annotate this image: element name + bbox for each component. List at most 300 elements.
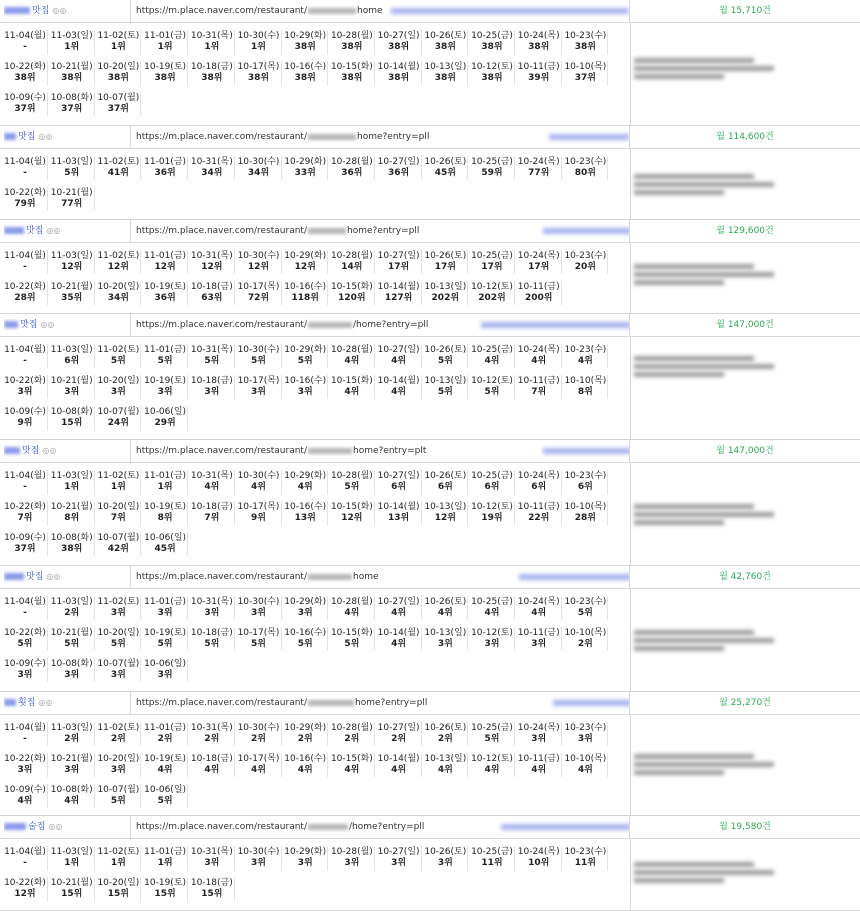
rank-value: 17위 bbox=[434, 262, 456, 272]
rank-date: 10-30(수) bbox=[237, 847, 280, 857]
rank-cell bbox=[190, 30, 235, 54]
rank-date: 10-08(화) bbox=[50, 407, 93, 417]
rank-cell bbox=[330, 61, 375, 85]
rank-value: 38위 bbox=[294, 73, 316, 83]
rank-value: 34위 bbox=[201, 168, 223, 178]
rank-date: 10-15(화) bbox=[330, 62, 373, 72]
rank-cell bbox=[143, 753, 188, 777]
rank-date: 11-02(토) bbox=[97, 157, 140, 167]
rank-date: 10-07(월) bbox=[97, 785, 140, 795]
rank-cell bbox=[377, 753, 422, 777]
rank-value: 2위 bbox=[204, 734, 220, 744]
link-icons[interactable]: ◎◎ bbox=[42, 446, 57, 455]
rank-value: 38위 bbox=[481, 73, 503, 83]
keyword-cell[interactable] bbox=[4, 692, 129, 714]
rank-value: 4위 bbox=[484, 608, 500, 618]
rank-date: 10-31(목) bbox=[190, 345, 233, 355]
rank-value: 29위 bbox=[154, 418, 176, 428]
rank-cell bbox=[470, 846, 515, 870]
rank-cell bbox=[50, 532, 95, 556]
rank-date: 10-21(월) bbox=[50, 878, 93, 888]
rank-value: 6위 bbox=[577, 482, 593, 492]
rank-cell bbox=[423, 156, 468, 180]
rank-date: 10-15(화) bbox=[330, 376, 373, 386]
rank-value: 5위 bbox=[110, 796, 126, 806]
rank-value: 13위 bbox=[294, 513, 316, 523]
rank-date: 11-02(토) bbox=[97, 31, 140, 41]
rank-value: 5위 bbox=[204, 356, 220, 366]
redacted-place-id bbox=[308, 700, 354, 706]
rank-date: 11-03(일) bbox=[50, 723, 93, 733]
rank-cell bbox=[517, 156, 562, 180]
rank-value: - bbox=[23, 42, 27, 52]
place-url[interactable] bbox=[130, 440, 630, 462]
rank-date: 10-21(월) bbox=[50, 282, 93, 292]
redacted-place-title bbox=[519, 574, 630, 580]
rank-date: 10-26(토) bbox=[424, 597, 467, 607]
rank-value: 38위 bbox=[434, 73, 456, 83]
rank-cell bbox=[423, 375, 468, 399]
rank-value: 4위 bbox=[391, 356, 407, 366]
rank-cell bbox=[330, 344, 375, 368]
rank-cell bbox=[237, 344, 282, 368]
rank-value: 5위 bbox=[297, 639, 313, 649]
rank-cell bbox=[50, 156, 95, 180]
rank-date: 10-31(목) bbox=[190, 471, 233, 481]
rank-cell bbox=[143, 532, 188, 556]
rank-date: 11-03(일) bbox=[50, 31, 93, 41]
rank-date: 10-31(목) bbox=[190, 251, 233, 261]
rank-cell bbox=[517, 846, 562, 870]
rank-date: 10-26(토) bbox=[424, 251, 467, 261]
rank-cell bbox=[190, 596, 235, 620]
rank-cell bbox=[517, 30, 562, 54]
rank-value: - bbox=[23, 734, 27, 744]
daily-rank-grid bbox=[0, 589, 631, 691]
keyword-label: 맛집 bbox=[18, 132, 36, 142]
redacted-memo bbox=[634, 754, 784, 780]
rank-cell bbox=[563, 250, 608, 274]
place-url[interactable] bbox=[130, 126, 630, 148]
rank-date: 10-31(목) bbox=[190, 723, 233, 733]
rank-value: 5위 bbox=[251, 639, 266, 649]
rank-date: 10-18(금) bbox=[190, 628, 233, 638]
rank-value: 38위 bbox=[528, 42, 550, 52]
rank-value: 4위 bbox=[391, 639, 407, 649]
rank-date: 10-31(목) bbox=[190, 31, 233, 41]
keyword-label: 술집 bbox=[28, 822, 46, 832]
rank-value: 5위 bbox=[437, 356, 453, 366]
rank-cell bbox=[3, 753, 48, 777]
rank-cell bbox=[423, 30, 468, 54]
rank-cell bbox=[50, 596, 95, 620]
link-icons[interactable]: ◎◎ bbox=[46, 572, 61, 581]
rank-cell bbox=[96, 596, 141, 620]
redacted-place-title bbox=[481, 322, 630, 328]
rank-value: 5위 bbox=[110, 356, 126, 366]
rank-date: 10-27(일) bbox=[377, 157, 420, 167]
rank-value: 1위 bbox=[157, 482, 173, 492]
rank-date: 10-30(수) bbox=[237, 31, 280, 41]
rank-value: 33위 bbox=[294, 168, 316, 178]
rank-value: 2위 bbox=[344, 734, 360, 744]
rank-cell bbox=[237, 375, 282, 399]
rank-date: 10-06(일) bbox=[144, 785, 187, 795]
rank-cell bbox=[190, 501, 235, 525]
rank-value: 35위 bbox=[61, 293, 83, 303]
rank-value: 4위 bbox=[484, 765, 500, 775]
rank-cell bbox=[563, 344, 608, 368]
keyword-cell[interactable] bbox=[4, 220, 129, 242]
place-url[interactable] bbox=[130, 0, 630, 22]
url-prefix: https://m.place.naver.com/restaurant/ bbox=[136, 446, 307, 456]
rank-cell bbox=[423, 596, 468, 620]
keyword-header bbox=[0, 220, 860, 243]
url-prefix: https://m.place.naver.com/restaurant/ bbox=[136, 132, 307, 142]
rank-date: 10-14(월) bbox=[377, 282, 420, 292]
rank-cell bbox=[423, 501, 468, 525]
rank-cell bbox=[143, 627, 188, 651]
rank-cell bbox=[50, 406, 95, 430]
rank-date: 11-04(월) bbox=[4, 251, 46, 261]
keyword-block bbox=[0, 126, 860, 220]
rank-cell bbox=[470, 753, 515, 777]
rank-date: 10-30(수) bbox=[237, 157, 280, 167]
rank-date: 10-28(월) bbox=[330, 31, 373, 41]
rank-cell bbox=[237, 501, 282, 525]
keyword-cell[interactable] bbox=[4, 566, 129, 588]
rank-value: 3위 bbox=[437, 858, 453, 868]
place-url[interactable] bbox=[130, 692, 630, 714]
rank-date: 10-29(화) bbox=[284, 597, 327, 607]
rank-value: 3위 bbox=[17, 387, 33, 397]
rank-date: 10-18(금) bbox=[190, 502, 233, 512]
rank-date: 10-25(금) bbox=[471, 471, 513, 481]
rank-date: 10-14(월) bbox=[377, 754, 420, 764]
rank-cell bbox=[3, 156, 48, 180]
rank-value: 4위 bbox=[344, 387, 360, 397]
rank-cell bbox=[237, 753, 282, 777]
rank-cell bbox=[517, 344, 562, 368]
rank-date: 10-23(수) bbox=[564, 157, 607, 167]
rank-cell bbox=[3, 375, 48, 399]
rank-value: - bbox=[23, 608, 27, 618]
url-prefix: https://m.place.naver.com/restaurant/ bbox=[136, 698, 307, 708]
rank-cell bbox=[96, 406, 141, 430]
rank-date: 10-07(월) bbox=[97, 93, 140, 103]
rank-date: 10-27(일) bbox=[377, 251, 420, 261]
rank-cell bbox=[470, 344, 515, 368]
rank-date: 10-14(월) bbox=[377, 628, 420, 638]
rank-date: 10-20(일) bbox=[97, 62, 140, 72]
rank-cell bbox=[283, 156, 328, 180]
rank-cell bbox=[96, 658, 141, 682]
rank-value: 38위 bbox=[107, 73, 129, 83]
rank-value: 45위 bbox=[434, 168, 456, 178]
rank-date: 11-02(토) bbox=[97, 597, 140, 607]
rank-cell bbox=[50, 375, 95, 399]
rank-date: 11-01(금) bbox=[144, 471, 187, 481]
keyword-label: 맛집 bbox=[26, 226, 44, 236]
rank-cell bbox=[563, 846, 608, 870]
rank-value: 28위 bbox=[14, 293, 36, 303]
rank-cell bbox=[3, 501, 48, 525]
rank-cell bbox=[96, 532, 141, 556]
rank-cell bbox=[563, 596, 608, 620]
rank-cell bbox=[143, 877, 188, 901]
link-icons[interactable]: ◎◎ bbox=[48, 822, 63, 831]
rank-cell bbox=[423, 250, 468, 274]
keyword-label: 맛집 bbox=[22, 446, 40, 456]
rank-cell bbox=[3, 627, 48, 651]
redacted-keyword bbox=[4, 823, 26, 830]
rank-date: 10-24(목) bbox=[517, 723, 560, 733]
rank-date: 10-11(금) bbox=[517, 754, 560, 764]
rank-date: 10-10(목) bbox=[564, 376, 607, 386]
rank-date: 10-28(월) bbox=[330, 723, 373, 733]
rank-value: 3위 bbox=[251, 858, 266, 868]
place-url[interactable] bbox=[130, 566, 630, 588]
rank-cell bbox=[283, 344, 328, 368]
rank-date: 10-23(수) bbox=[564, 723, 607, 733]
keyword-cell[interactable] bbox=[4, 816, 129, 838]
rank-date: 10-09(수) bbox=[4, 533, 46, 543]
rank-value: 12위 bbox=[341, 513, 363, 523]
rank-date: 10-24(목) bbox=[517, 157, 560, 167]
rank-cell bbox=[283, 281, 328, 305]
rank-value: 118위 bbox=[291, 293, 319, 303]
redacted-place-id bbox=[308, 322, 352, 328]
daily-rank-grid bbox=[0, 243, 631, 313]
rank-value: 202위 bbox=[431, 293, 460, 303]
place-url[interactable] bbox=[130, 816, 630, 838]
rank-value: 1위 bbox=[64, 42, 80, 52]
rank-cell bbox=[470, 30, 515, 54]
rank-date: 10-10(목) bbox=[564, 628, 607, 638]
rank-date: 11-02(토) bbox=[97, 251, 140, 261]
rank-cell bbox=[143, 156, 188, 180]
redacted-memo bbox=[634, 862, 784, 888]
rank-value: 3위 bbox=[17, 765, 33, 775]
url-prefix: https://m.place.naver.com/restaurant/ bbox=[136, 6, 307, 16]
rank-value: 3위 bbox=[64, 670, 80, 680]
rank-cell bbox=[190, 470, 235, 494]
rank-date: 10-28(월) bbox=[330, 157, 373, 167]
rank-date: 11-03(일) bbox=[50, 597, 93, 607]
rank-value: 15위 bbox=[201, 889, 223, 899]
rank-value: 38위 bbox=[341, 42, 363, 52]
rank-date: 10-06(일) bbox=[144, 659, 187, 669]
keyword-cell[interactable] bbox=[4, 126, 129, 148]
rank-value: 77위 bbox=[528, 168, 550, 178]
redacted-place-id bbox=[308, 8, 356, 14]
rank-value: 12위 bbox=[247, 262, 270, 272]
rank-date: 10-16(수) bbox=[284, 628, 327, 638]
rank-date: 11-01(금) bbox=[144, 723, 187, 733]
rank-cell bbox=[50, 92, 95, 116]
rank-date: 10-28(월) bbox=[330, 345, 373, 355]
rank-value: 202위 bbox=[478, 293, 506, 303]
place-url[interactable] bbox=[130, 220, 630, 242]
rank-cell bbox=[330, 250, 375, 274]
rank-cell bbox=[50, 877, 95, 901]
redacted-place-id bbox=[308, 134, 356, 140]
monthly-search-volume: 월 25,270건 bbox=[719, 698, 771, 708]
rank-value: 3위 bbox=[531, 734, 547, 744]
monthly-search-volume: 월 42,760건 bbox=[719, 572, 771, 582]
rank-date: 11-04(월) bbox=[4, 723, 46, 733]
rank-cell bbox=[50, 187, 95, 211]
rank-date: 10-17(목) bbox=[237, 376, 280, 386]
rank-value: 2위 bbox=[157, 734, 173, 744]
redacted-memo bbox=[634, 630, 784, 656]
rank-value: 2위 bbox=[251, 734, 266, 744]
rank-cell bbox=[237, 61, 282, 85]
rank-date: 10-22(화) bbox=[4, 878, 46, 888]
rank-date: 10-23(수) bbox=[564, 597, 607, 607]
link-icons[interactable]: ◎◎ bbox=[40, 320, 55, 329]
rank-cell bbox=[563, 30, 608, 54]
rank-value: 9위 bbox=[17, 418, 33, 428]
monthly-search-volume: 월 147,000건 bbox=[716, 446, 774, 456]
keyword-block bbox=[0, 566, 860, 692]
keyword-header bbox=[0, 692, 860, 715]
rank-cell bbox=[3, 406, 48, 430]
rank-cell bbox=[190, 627, 235, 651]
rank-value: 3위 bbox=[157, 387, 173, 397]
rank-value: 36위 bbox=[154, 168, 176, 178]
rank-value: 38위 bbox=[434, 42, 456, 52]
keyword-block bbox=[0, 440, 860, 566]
rank-value: 12위 bbox=[154, 262, 176, 272]
rank-date: 10-08(화) bbox=[50, 659, 93, 669]
rank-value: 2위 bbox=[391, 734, 407, 744]
rank-date: 10-19(토) bbox=[144, 754, 187, 764]
rank-date: 10-27(일) bbox=[377, 471, 420, 481]
rank-date: 10-25(금) bbox=[471, 345, 513, 355]
rank-cell bbox=[143, 375, 188, 399]
url-suffix: home bbox=[357, 6, 383, 16]
redacted-keyword bbox=[4, 573, 24, 580]
rank-cell bbox=[377, 61, 422, 85]
keyword-cell[interactable] bbox=[4, 440, 129, 462]
rank-date: 10-29(화) bbox=[284, 31, 327, 41]
rank-cell bbox=[143, 30, 188, 54]
rank-cell bbox=[563, 627, 608, 651]
rank-value: 20위 bbox=[574, 262, 596, 272]
rank-value: 10위 bbox=[528, 858, 550, 868]
rank-cell bbox=[470, 61, 515, 85]
rank-date: 10-22(화) bbox=[4, 62, 46, 72]
rank-date: 10-08(화) bbox=[50, 533, 93, 543]
rank-value: 79위 bbox=[14, 199, 36, 209]
monthly-search-volume: 월 15,710건 bbox=[719, 6, 771, 16]
rank-date: 10-28(월) bbox=[330, 847, 373, 857]
rank-date: 10-10(목) bbox=[564, 502, 607, 512]
monthly-search-volume: 월 129,600건 bbox=[716, 226, 774, 236]
rank-date: 10-14(월) bbox=[377, 62, 420, 72]
rank-date: 10-27(일) bbox=[377, 847, 420, 857]
rank-cell bbox=[3, 784, 48, 808]
rank-date: 11-01(금) bbox=[144, 345, 187, 355]
rank-cell bbox=[190, 877, 235, 901]
keyword-cell[interactable] bbox=[4, 314, 129, 336]
rank-value: 3위 bbox=[64, 765, 80, 775]
rank-cell bbox=[377, 375, 422, 399]
rank-date: 11-01(금) bbox=[144, 847, 187, 857]
rank-cell bbox=[237, 250, 282, 274]
rank-date: 11-03(일) bbox=[50, 251, 93, 261]
keyword-label: 맛집 bbox=[20, 320, 38, 330]
rank-date: 10-24(목) bbox=[517, 345, 560, 355]
rank-cell bbox=[3, 658, 48, 682]
rank-value: 12위 bbox=[201, 262, 223, 272]
rank-date: 10-07(월) bbox=[97, 407, 140, 417]
rank-value: 12위 bbox=[14, 889, 36, 899]
rank-value: - bbox=[23, 356, 27, 366]
keyword-cell[interactable] bbox=[4, 0, 129, 22]
rank-date: 10-12(토) bbox=[471, 628, 513, 638]
rank-value: 4위 bbox=[204, 765, 220, 775]
rank-value: 4위 bbox=[157, 765, 173, 775]
rank-value: 4위 bbox=[204, 482, 220, 492]
monthly-search-volume: 월 19,580건 bbox=[719, 822, 771, 832]
rank-cell bbox=[190, 61, 235, 85]
rank-value: 5위 bbox=[204, 639, 220, 649]
rank-date: 10-10(목) bbox=[564, 62, 607, 72]
rank-date: 10-29(화) bbox=[284, 471, 327, 481]
link-icons[interactable]: ◎◎ bbox=[38, 698, 53, 707]
redacted-place-title bbox=[553, 700, 630, 706]
rank-date: 10-31(목) bbox=[190, 847, 233, 857]
redacted-memo bbox=[634, 356, 784, 382]
place-url[interactable] bbox=[130, 314, 630, 336]
rank-date: 11-02(토) bbox=[97, 723, 140, 733]
rank-date: 10-18(금) bbox=[190, 282, 233, 292]
rank-value: 1위 bbox=[64, 482, 80, 492]
rank-date: 10-19(토) bbox=[144, 62, 187, 72]
rank-value: 5위 bbox=[344, 482, 360, 492]
redacted-place-title bbox=[501, 824, 630, 830]
rank-value: - bbox=[23, 858, 27, 868]
keyword-header bbox=[0, 816, 860, 839]
rank-value: 12위 bbox=[107, 262, 129, 272]
rank-value: 5위 bbox=[157, 796, 173, 806]
rank-value: 15위 bbox=[107, 889, 129, 899]
link-icons[interactable]: ◎◎ bbox=[46, 226, 61, 235]
rank-value: 19위 bbox=[481, 513, 503, 523]
rank-value: - bbox=[23, 482, 27, 492]
rank-value: 17위 bbox=[387, 262, 410, 272]
rank-value: 1위 bbox=[110, 858, 126, 868]
rank-date: 11-02(토) bbox=[97, 471, 140, 481]
redacted-keyword bbox=[4, 227, 24, 234]
rank-value: 12위 bbox=[294, 262, 316, 272]
rank-date: 10-11(금) bbox=[517, 502, 560, 512]
rank-date: 10-17(목) bbox=[237, 62, 280, 72]
rank-value: 2위 bbox=[64, 608, 80, 618]
rank-date: 10-30(수) bbox=[237, 251, 280, 261]
daily-rank-grid bbox=[0, 23, 631, 125]
rank-cell bbox=[283, 753, 328, 777]
rank-cell bbox=[283, 501, 328, 525]
keyword-block bbox=[0, 314, 860, 440]
link-icons[interactable]: ◎◎ bbox=[52, 6, 67, 15]
rank-value: 3위 bbox=[484, 639, 500, 649]
rank-date: 10-19(토) bbox=[144, 878, 187, 888]
link-icons[interactable]: ◎◎ bbox=[38, 132, 53, 141]
rank-date: 10-29(화) bbox=[284, 847, 327, 857]
